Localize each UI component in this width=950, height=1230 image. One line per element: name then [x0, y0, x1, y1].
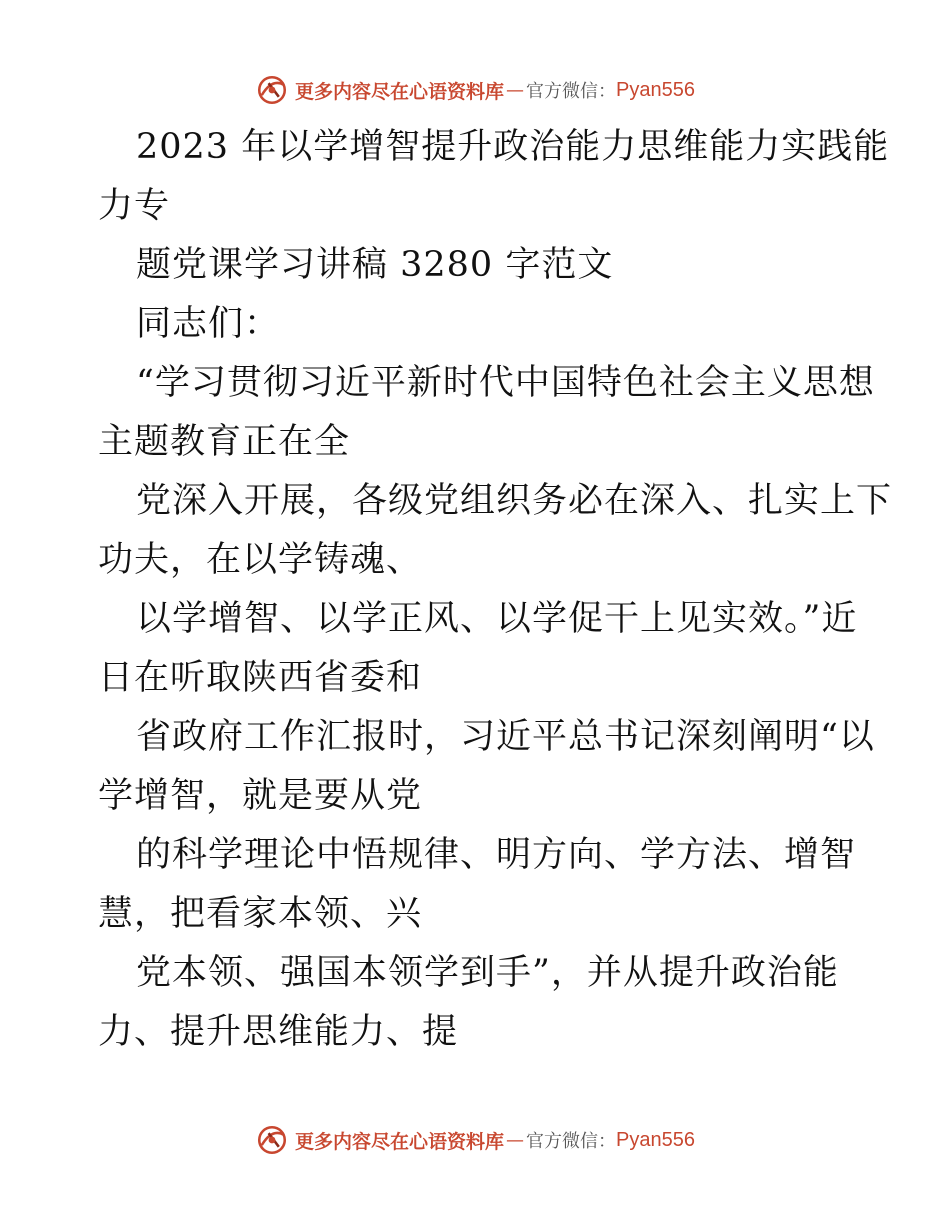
- banner-title: 更多内容尽在心语资料库: [295, 1130, 505, 1153]
- title-line-3: 题党课学习讲稿 3280 字范文: [136, 245, 614, 285]
- banner-dash: —: [506, 1129, 525, 1151]
- brand-logo-icon: [255, 73, 289, 107]
- paragraph-line: 学增智，就是要从党: [98, 776, 423, 816]
- paragraph-line: 的科学理论中悟规律、明方向、学方法、增智: [136, 835, 857, 875]
- paragraph-line: 慧，把看家本领、兴: [98, 894, 423, 934]
- header-banner: [0, 70, 950, 110]
- paragraph-line: 省政府工作汇报时，习近平总书记深刻阐明“以: [136, 717, 875, 757]
- title-line-1: 2023 年以学增智提升政治能力思维能力实践能: [136, 127, 890, 167]
- banner-dash: —: [506, 79, 525, 101]
- banner-wechat-label: 官方微信：: [526, 1131, 617, 1152]
- paragraph-line: 力、提升思维能力、提: [98, 1012, 459, 1052]
- title-line-2: 力专: [98, 186, 171, 226]
- paragraph-line: 功夫，在以学铸魂、: [98, 540, 423, 580]
- document-body: [98, 118, 893, 1062]
- banner-wechat-id: Pyan556: [616, 78, 695, 101]
- paragraph-line: 党本领、强国本领学到手”，并从提升政治能: [136, 953, 839, 993]
- footer-banner: [0, 1120, 950, 1160]
- paragraph-line: 党深入开展，各级党组织务必在深入、扎实上下: [136, 481, 893, 521]
- banner-title: 更多内容尽在心语资料库: [295, 80, 505, 103]
- paragraph-line: 以学增智、以学正风、以学促干上见实效。”近: [136, 599, 858, 639]
- banner-wechat-id: Pyan556: [616, 1128, 695, 1151]
- banner-wechat-label: 官方微信：: [526, 81, 617, 102]
- brand-logo-icon: [255, 1123, 289, 1157]
- paragraph-line: 日在听取陕西省委和: [98, 658, 423, 698]
- paragraph-line: “学习贯彻习近平新时代中国特色社会主义思想: [136, 363, 875, 403]
- paragraph-line: 主题教育正在全: [98, 422, 351, 462]
- salutation: 同志们：: [136, 304, 281, 344]
